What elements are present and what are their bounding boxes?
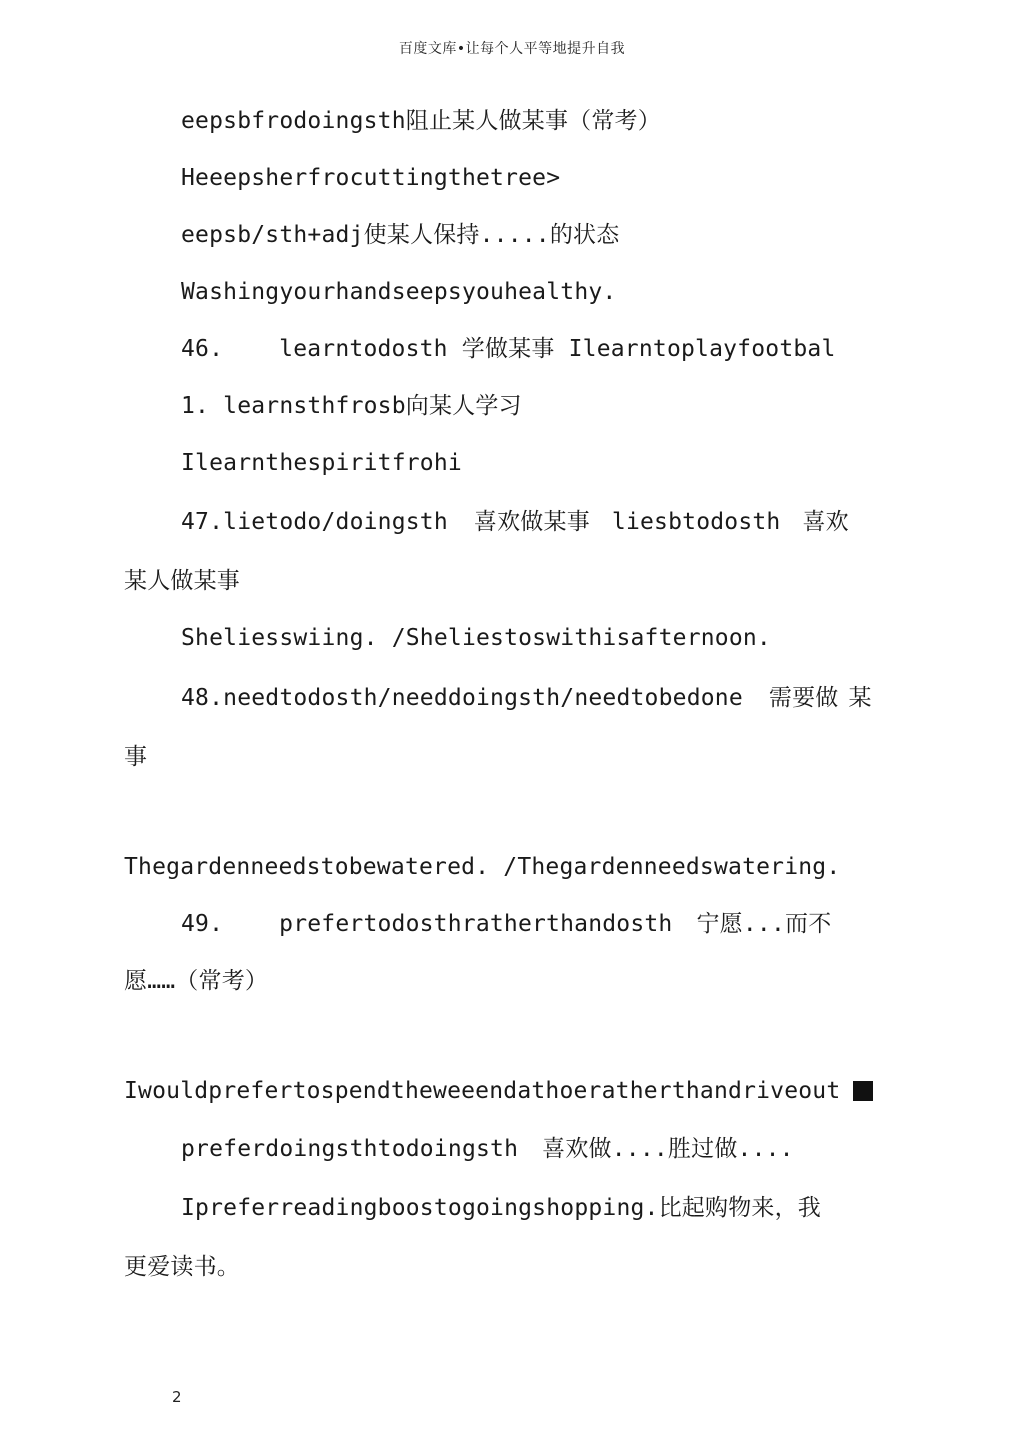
text-line: 事	[124, 744, 148, 770]
text-line	[181, 909, 831, 939]
meaning: 喜欢做某事	[473, 509, 590, 535]
text-line: 1. learnsthfrosb向某人学习	[181, 393, 522, 419]
phrase: 47.lietodo/doingsth	[181, 509, 448, 535]
meaning: 需要做	[768, 685, 839, 711]
phrase: 48.needtodosth/needdoingsth/needtobedone	[181, 685, 743, 711]
item-number: 46.	[181, 336, 224, 362]
text-line: 某人做某事	[124, 568, 240, 594]
meaning: 宁愿...而不	[696, 911, 832, 937]
text-line: Ipreferreadingboostogoingshopping.比起购物来，我	[181, 1195, 822, 1221]
text-line: 愿……（常考）	[124, 968, 269, 994]
text-line	[181, 507, 849, 537]
text-line: Heeepsherfrocuttingthetree>	[181, 165, 561, 191]
text-line: Iwouldprefertospendtheweeendathoeratherthandriveout	[124, 1078, 841, 1104]
text-line	[181, 683, 872, 713]
text-line: Thegardenneedstobewatered. /Thegardenneedswatering.	[124, 854, 841, 880]
meaning: 某	[848, 685, 872, 711]
bullet-square	[853, 1081, 873, 1101]
item-text: learntodosth 学做某事 Ilearntoplayfootbal	[279, 336, 836, 362]
phrase: liesbtodosth	[611, 509, 781, 535]
text-line: Sheliesswiing. /Sheliestoswithisafternoon.	[181, 625, 771, 651]
text-line: Washingyourhandseepsyouhealthy.	[181, 279, 617, 305]
meaning: 喜欢	[802, 509, 849, 535]
text-line	[181, 334, 836, 364]
text-line: 更爱读书。	[124, 1254, 240, 1280]
text-line: eepsb/sth+adj使某人保持.....的状态	[181, 222, 620, 248]
page-header: 百度文库•让每个人平等地提升自我	[398, 41, 626, 57]
text-line: eepsbfrodoingsth阻止某人做某事（常考）	[181, 108, 661, 134]
text-line: Ilearnthespiritfrohi	[181, 450, 462, 476]
page-number: 2	[172, 1388, 182, 1406]
text-line	[181, 1134, 794, 1164]
phrase: prefertodosthratherthandosth	[279, 911, 673, 937]
meaning: 喜欢做....胜过做....	[542, 1136, 794, 1162]
item-number: 49.	[181, 911, 224, 937]
phrase: preferdoingsthtodoingsth	[181, 1136, 519, 1162]
